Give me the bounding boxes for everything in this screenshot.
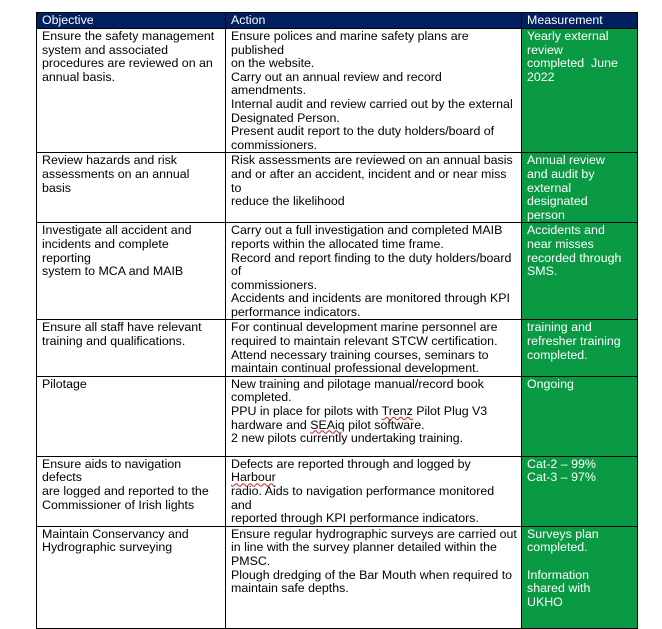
objective-line: Commissioner of Irish lights — [42, 497, 195, 512]
objective-line: procedures are reviewed on an — [42, 56, 213, 71]
measurement-cell — [522, 29, 638, 153]
objective-cell — [37, 320, 226, 376]
measurement-cell — [522, 526, 638, 628]
objective-line: Maintain Conservancy and — [42, 526, 189, 541]
action-cell — [226, 153, 522, 223]
table-row — [37, 29, 638, 153]
objective-cell — [37, 29, 226, 153]
action-cell — [226, 29, 522, 153]
action-line: Defects are reported through and logged by Harbour — [231, 456, 475, 485]
header-measurement: Measurement — [522, 13, 638, 29]
measurement-cell — [522, 223, 638, 320]
action-line: Ensure regular hydrographic surveys are carried out — [231, 526, 517, 541]
action-line: Accidents and incidents are monitored through KPI — [231, 291, 510, 306]
measurement-line: near misses — [527, 236, 594, 251]
objective-line: incidents and complete reporting — [42, 236, 173, 265]
table-row — [37, 320, 638, 376]
action-line: reports within the allocated time frame. — [231, 236, 444, 251]
action-line: required to maintain relevant STCW certification. — [231, 334, 498, 349]
action-line: Internal audit and review carried out by the external — [231, 96, 513, 111]
header-row — [37, 13, 638, 29]
measurement-line: Surveys plan — [527, 526, 599, 541]
table-row — [37, 376, 638, 456]
action-line: 2 new pilots currently undertaking training. — [231, 431, 464, 446]
objective-cell — [37, 526, 226, 628]
action-line: Attend necessary training courses, seminars to — [231, 347, 489, 362]
objective-line: Review hazards and risk — [42, 153, 177, 168]
objective-line: annual basis. — [42, 69, 116, 84]
action-line: Ensure polices and marine safety plans are published — [231, 29, 473, 57]
action-line: and or after an accident, incident and or near miss to — [231, 166, 510, 195]
action-line: Carry out a full investigation and completed MAIB — [231, 223, 503, 238]
measurement-cell — [522, 376, 638, 456]
table-row — [37, 526, 638, 628]
action-cell — [226, 526, 522, 628]
objective-cell — [37, 456, 226, 526]
objective-line: system to MCA and MAIB — [42, 264, 184, 279]
objective-cell — [37, 153, 226, 223]
objective-line: assessments on an annual basis — [42, 166, 193, 195]
measurement-line: refresher training — [527, 334, 621, 349]
objective-line: Pilotage — [42, 376, 87, 391]
action-line: Record and report finding to the duty holders/board of — [231, 250, 515, 279]
objective-line: Hydrographic surveying — [42, 540, 173, 555]
action-line: Present audit report to the duty holders/board of — [231, 124, 495, 139]
action-line: radio. Aids to navigation performance monitored and — [231, 484, 498, 512]
measurement-line: Cat-2 – 99% — [527, 456, 596, 471]
measurement-line: designated — [527, 194, 588, 209]
action-line: commissioners. — [231, 137, 318, 152]
action-line: Designated Person. — [231, 110, 340, 125]
objective-cell — [37, 376, 226, 456]
action-cell — [226, 320, 522, 376]
measurement-line: Information — [527, 567, 589, 582]
measurement-line: Annual review — [527, 153, 605, 168]
measurement-line: review — [527, 42, 563, 57]
measurement-line: and audit by — [527, 166, 595, 181]
action-cell — [226, 376, 522, 456]
measurement-line: completed. — [527, 540, 588, 555]
action-line: reduce the likelihood — [231, 194, 345, 209]
action-line: PMSC. — [231, 554, 271, 568]
table-row — [37, 223, 638, 320]
measurement-line: training and — [527, 320, 592, 335]
objective-cell — [37, 223, 226, 320]
header-action: Action — [226, 13, 522, 29]
action-line: For continual development marine personnel are — [231, 320, 498, 335]
action-line: in line with the survey planner detailed within the — [231, 540, 497, 555]
objective-line: Ensure aids to navigation defects — [42, 456, 185, 485]
measurement-line — [527, 555, 633, 569]
measurement-line: completed. — [527, 347, 588, 362]
objective-line: training and qualifications. — [42, 334, 186, 349]
measurement-line: UKHO — [527, 594, 563, 609]
objective-line: are logged and reported to the — [42, 484, 209, 499]
measurement-line: 2022 — [527, 69, 555, 84]
action-line: Risk assessments are reviewed on an annual basis — [231, 153, 513, 168]
action-line: maintain safe depths. — [231, 581, 349, 596]
measurement-line: person — [527, 207, 565, 222]
measurement-line: recorded through — [527, 250, 622, 265]
action-line: hardware and SEAiq pilot software. — [231, 417, 425, 432]
objective-line: Ensure all staff have relevant — [42, 320, 202, 335]
objective-line: system and associated — [42, 42, 169, 57]
measurement-cell — [522, 153, 638, 223]
measurement-cell — [522, 320, 638, 376]
action-line: Plough dredging of the Bar Mouth when required to — [231, 567, 513, 582]
objective-line: Investigate all accident and — [42, 223, 192, 238]
action-line: completed. — [231, 390, 292, 405]
action-line: Carry out an annual review and record amendments. — [231, 69, 446, 98]
action-line: commissioners. — [231, 277, 318, 292]
header-objective: Objective — [37, 13, 226, 29]
measurement-line: SMS. — [527, 264, 558, 279]
table-body — [37, 29, 638, 629]
objectives-table — [36, 12, 638, 629]
measurement-line: completed June — [527, 56, 618, 71]
measurement-cell — [522, 456, 638, 526]
action-line: reported through KPI performance indicators. — [231, 511, 479, 526]
measurement-line: Ongoing — [527, 376, 574, 391]
table-row — [37, 456, 638, 526]
measurement-line: Accidents and — [527, 223, 605, 238]
measurement-line: shared with — [527, 581, 591, 596]
measurement-line: Yearly external — [527, 29, 609, 43]
action-cell — [226, 223, 522, 320]
action-line: maintain continual professional development. — [231, 361, 479, 376]
action-line: PPU in place for pilots with Trenz Pilot Plug V3 — [231, 404, 488, 419]
table-row — [37, 153, 638, 223]
objective-line: Ensure the safety management — [42, 29, 215, 43]
action-line: on the website. — [231, 56, 315, 71]
action-cell — [226, 456, 522, 526]
action-line: New training and pilotage manual/record book — [231, 376, 484, 391]
measurement-line: external — [527, 180, 572, 195]
measurement-line: Cat-3 – 97% — [527, 470, 596, 485]
action-line: performance indicators. — [231, 304, 361, 319]
